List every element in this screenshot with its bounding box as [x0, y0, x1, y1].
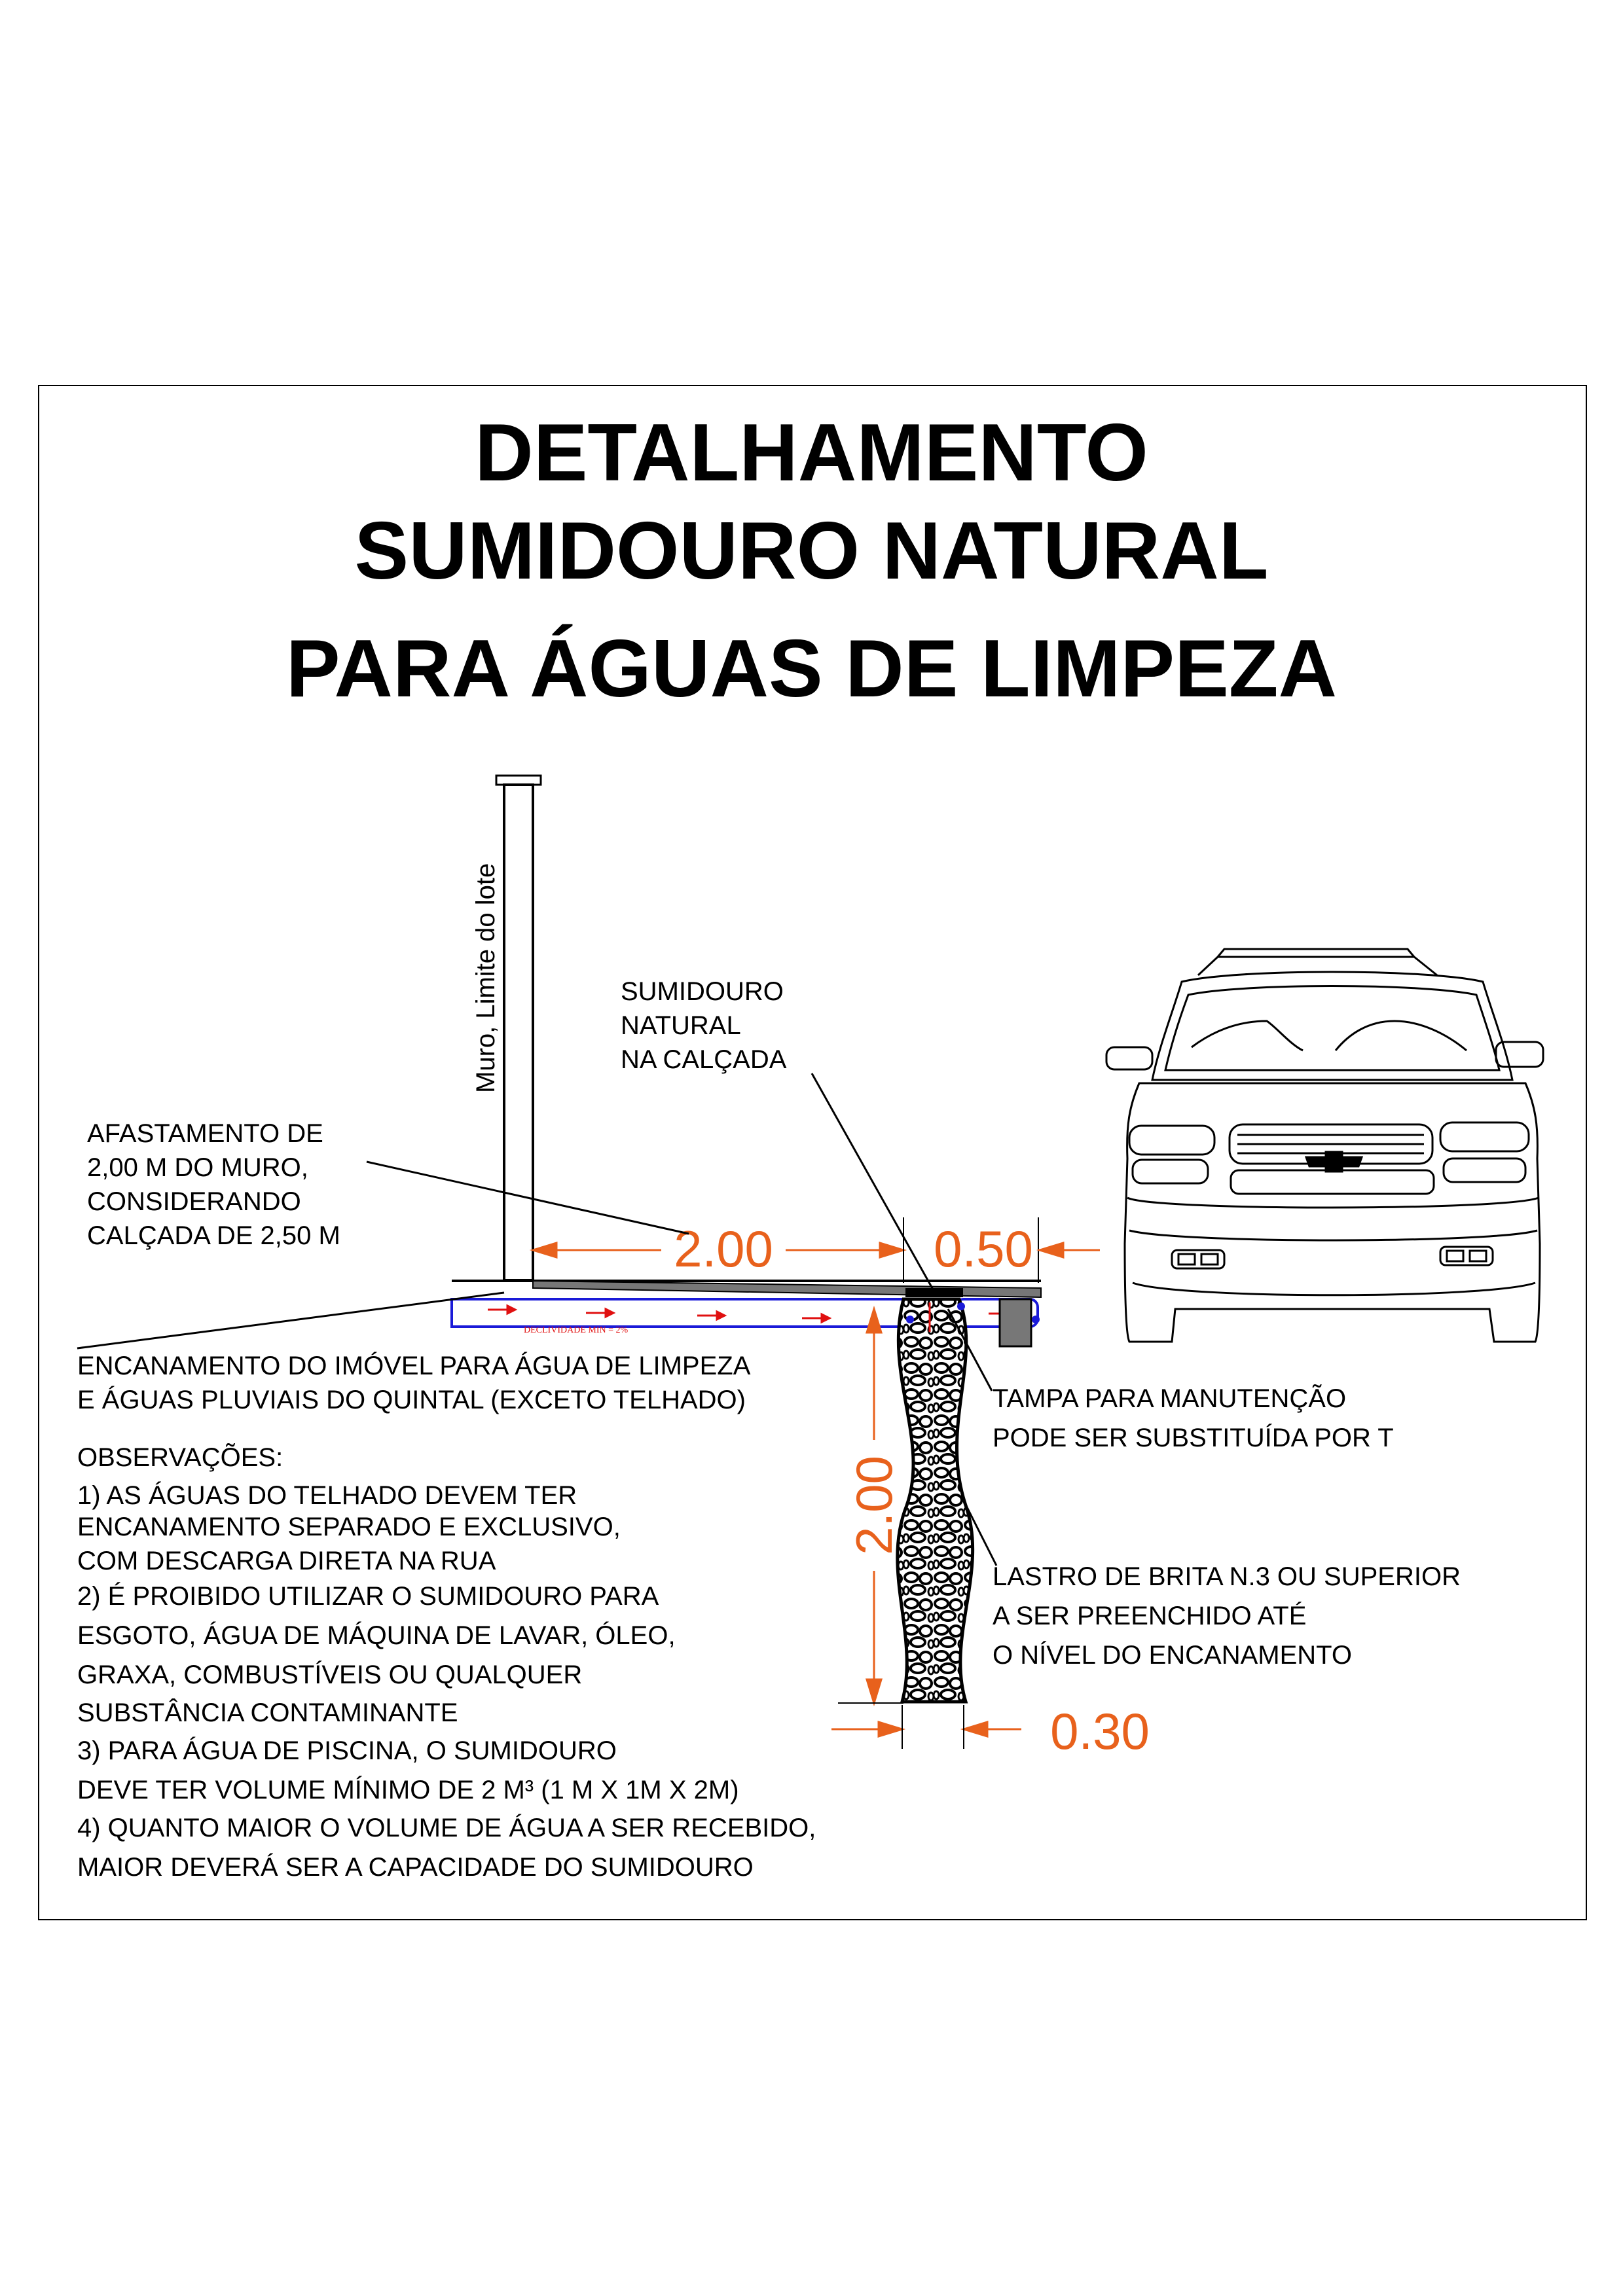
lastro-label [993, 1562, 1461, 1670]
title-line-3: PARA ÁGUAS DE LIMPEZA [285, 624, 1338, 714]
svg-text:2,00 M DO MURO,: 2,00 M DO MURO, [87, 1153, 308, 1182]
svg-text:A SER PREENCHIDO ATÉ: A SER PREENCHIDO ATÉ [993, 1602, 1307, 1630]
svg-text:3) PARA ÁGUA DE PISCINA, O SUM: 3) PARA ÁGUA DE PISCINA, O SUMIDOURO [77, 1736, 617, 1765]
pipe-end [1032, 1316, 1040, 1323]
svg-text:TAMPA PARA MANUTENÇÃO: TAMPA PARA MANUTENÇÃO [993, 1384, 1347, 1413]
pipe-outlet-right [957, 1302, 965, 1310]
wall [496, 776, 541, 1280]
svg-text:OBSERVAÇÕES:: OBSERVAÇÕES: [77, 1443, 283, 1472]
title-line-2: SUMIDOURO NATURAL [354, 506, 1269, 596]
dim-vertical: 2.00 [845, 1456, 903, 1555]
svg-text:ESGOTO, ÁGUA DE MÁQUINA DE LAV: ESGOTO, ÁGUA DE MÁQUINA DE LAVAR, ÓLEO, [77, 1621, 676, 1650]
wall-label: Muro, Limite do lote [471, 863, 500, 1093]
svg-text:SUBSTÂNCIA CONTAMINANTE: SUBSTÂNCIA CONTAMINANTE [77, 1698, 458, 1727]
svg-text:PODE SER SUBSTITUÍDA POR T: PODE SER SUBSTITUÍDA POR T [993, 1424, 1394, 1452]
svg-text:2) É PROIBIDO UTILIZAR O SUMID: 2) É PROIBIDO UTILIZAR O SUMIDOURO PARA [77, 1582, 659, 1611]
dim-horizontal-small: 0.50 [934, 1220, 1033, 1278]
afastamento-label [87, 1119, 340, 1250]
tampa-label [993, 1384, 1394, 1452]
svg-text:NATURAL: NATURAL [621, 1011, 741, 1040]
svg-text:COM DESCARGA DIRETA NA RUA: COM DESCARGA DIRETA NA RUA [77, 1547, 496, 1575]
svg-text:CONSIDERANDO: CONSIDERANDO [87, 1187, 301, 1216]
svg-text:ENCANAMENTO SEPARADO E EXCLUSI: ENCANAMENTO SEPARADO E EXCLUSIVO, [77, 1513, 621, 1541]
svg-text:4) QUANTO MAIOR O VOLUME DE ÁG: 4) QUANTO MAIOR O VOLUME DE ÁGUA A SER RECEBIDO, [77, 1814, 816, 1842]
svg-text:MAIOR DEVERÁ SER A CAPACIDADE: MAIOR DEVERÁ SER A CAPACIDADE DO SUMIDOURO [77, 1853, 754, 1882]
svg-text:GRAXA, COMBUSTÍVEIS OU QUALQUE: GRAXA, COMBUSTÍVEIS OU QUALQUER [77, 1660, 583, 1689]
sumidouro-label [621, 977, 787, 1074]
svg-text:DEVE TER VOLUME MÍNIMO DE 2 M³: DEVE TER VOLUME MÍNIMO DE 2 M³ (1 M X 1M X 2M) [77, 1776, 739, 1804]
svg-text:E ÁGUAS PLUVIAIS DO QUINTAL (E: E ÁGUAS PLUVIAIS DO QUINTAL (EXCETO TELHADO) [77, 1386, 746, 1414]
declividade-label: DECLIVIDADE MIN = 2% [524, 1325, 629, 1335]
maintenance-cap [905, 1288, 963, 1297]
svg-text:SUMIDOURO: SUMIDOURO [621, 977, 784, 1006]
svg-text:AFASTAMENTO DE: AFASTAMENTO DE [87, 1119, 323, 1148]
svg-text:O NÍVEL DO ENCANAMENTO: O NÍVEL DO ENCANAMENTO [993, 1641, 1352, 1670]
car-front-illustration [1106, 949, 1543, 1342]
svg-text:ENCANAMENTO DO IMÓVEL PARA ÁGU: ENCANAMENTO DO IMÓVEL PARA ÁGUA DE LIMPEZA [77, 1352, 751, 1380]
title-line-1: DETALHAMENTO [475, 408, 1148, 498]
observacoes-list [77, 1443, 816, 1882]
dim-horizontal-main: 2.00 [674, 1220, 773, 1278]
gravel-soakaway [898, 1299, 973, 1702]
svg-text:1) AS ÁGUAS DO TELHADO DEVEM T: 1) AS ÁGUAS DO TELHADO DEVEM TER [77, 1481, 577, 1510]
pipe-outlet [906, 1316, 914, 1323]
svg-text:CALÇADA DE 2,50 M: CALÇADA DE 2,50 M [87, 1221, 340, 1250]
svg-text:LASTRO DE BRITA N.3 OU SUPERIO: LASTRO DE BRITA N.3 OU SUPERIOR [993, 1562, 1461, 1591]
curb [1000, 1299, 1031, 1346]
dim-width: 0.30 [1050, 1702, 1150, 1760]
svg-text:NA CALÇADA: NA CALÇADA [621, 1045, 787, 1074]
encanamento-label [77, 1351, 751, 1414]
